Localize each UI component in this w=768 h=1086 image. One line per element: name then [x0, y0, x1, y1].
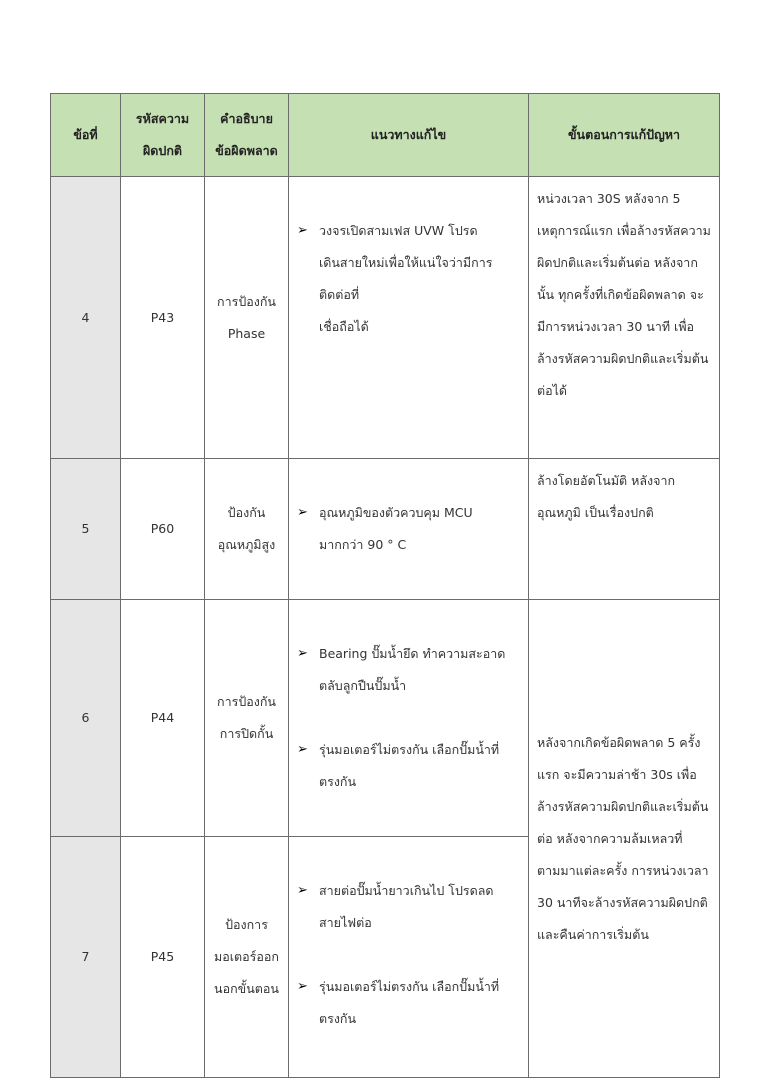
- solution-item: [297, 875, 522, 939]
- steps-cell-merged: หลังจากเกิดข้อผิดพลาด 5 ครั้ง แรก จะมีความล่าช้า 30s เพื่อ ล้างรหัสความผิดปกติและเริ่มต้น ต่อ หลังจากความล้มเหลวที่ ตามมาแต่ละครั้ง การหน่วงเวลา 30 นาทีจะล้างรหัสความผิดปกติ และคืนค่าการเริ่มต้น: [529, 600, 720, 1078]
- error-description: ป้องกัน อุณหภูมิสูง: [205, 459, 289, 600]
- solution-item: [297, 215, 522, 343]
- error-code: P44: [121, 600, 205, 837]
- row-number: 5: [51, 459, 121, 600]
- error-code: P60: [121, 459, 205, 600]
- solution-cell: [289, 459, 529, 600]
- arrow-bullet-icon: ➢: [297, 223, 308, 238]
- solution-text: สายต่อปั๊มน้ำยาวเกินไป โปรดลด สายไฟต่อ: [319, 883, 494, 930]
- solution-text: รุ่นมอเตอร์ไม่ตรงกัน เลือกปั๊มน้ำที่ ตรงกัน: [319, 979, 500, 1026]
- error-description: การป้องกัน Phase: [205, 177, 289, 459]
- header-solution: แนวทางแก้ไข: [289, 94, 529, 177]
- solution-cell: [289, 177, 529, 459]
- error-code: P45: [121, 837, 205, 1078]
- arrow-bullet-icon: ➢: [297, 646, 308, 661]
- header-desc: คำอธิบาย ข้อผิดพลาด: [205, 94, 289, 177]
- row-number: 6: [51, 600, 121, 837]
- header-no: ข้อที่: [51, 94, 121, 177]
- header-steps: ขั้นตอนการแก้ปัญหา: [529, 94, 720, 177]
- solution-item: [297, 638, 522, 702]
- solution-cell: [289, 837, 529, 1078]
- header-row: [51, 94, 720, 177]
- solution-cell: [289, 600, 529, 837]
- table-row: [51, 177, 720, 459]
- solution-text: วงจรเปิดสามเฟส UVW โปรด เดินสายใหม่เพื่อให้แน่ใจว่ามีการติดต่อที่ เชื่อถือได้: [319, 223, 493, 334]
- error-code: P43: [121, 177, 205, 459]
- arrow-bullet-icon: ➢: [297, 742, 308, 757]
- steps-cell: หน่วงเวลา 30S หลังจาก 5 เหตุการณ์แรก เพื่อล้างรหัสความ ผิดปกติและเริ่มต้นต่อ หลังจาก นั้น ทุกครั้งที่เกิดข้อผิดพลาด จะ มีการหน่วงเวลา 30 นาที เพื่อ ล้างรหัสความผิดปกติและเริ่มต้น ต่อได้: [529, 177, 720, 459]
- error-description: ป้องการ มอเตอร์ออก นอกขั้นตอน: [205, 837, 289, 1078]
- solution-item: [297, 734, 522, 798]
- solution-item: [297, 497, 522, 561]
- row-number: 7: [51, 837, 121, 1078]
- table-row: [51, 459, 720, 600]
- solution-text: รุ่นมอเตอร์ไม่ตรงกัน เลือกปั๊มน้ำที่ ตรงกัน: [319, 742, 500, 789]
- solution-text: Bearing ปั๊มน้ำยึด ทำความสะอาด ตลับลูกปืนปั๊มน้ำ: [319, 646, 506, 693]
- arrow-bullet-icon: ➢: [297, 505, 308, 520]
- solution-item: [297, 971, 522, 1035]
- error-code-table: [50, 93, 720, 1078]
- solution-text: อุณหภูมิของตัวควบคุม MCU มากกว่า 90 ° C: [319, 505, 473, 552]
- row-number: 4: [51, 177, 121, 459]
- arrow-bullet-icon: ➢: [297, 979, 308, 994]
- table-row: [51, 600, 720, 837]
- header-code: รหัสความ ผิดปกติ: [121, 94, 205, 177]
- steps-cell: ล้างโดยอัตโนมัติ หลังจาก อุณหภูมิ เป็นเรื่องปกติ: [529, 459, 720, 600]
- error-description: การป้องกัน การปิดกั้น: [205, 600, 289, 837]
- arrow-bullet-icon: ➢: [297, 883, 308, 898]
